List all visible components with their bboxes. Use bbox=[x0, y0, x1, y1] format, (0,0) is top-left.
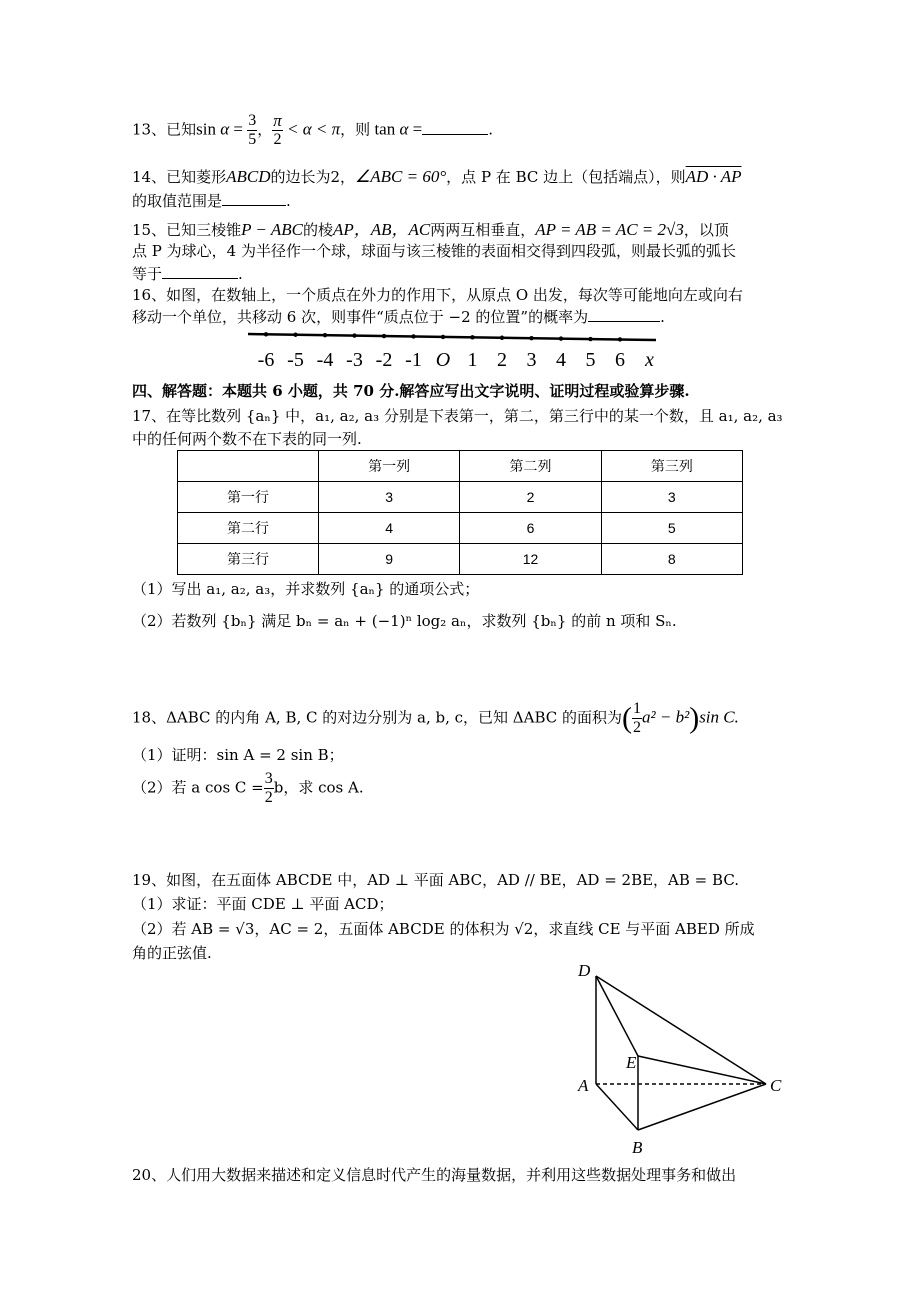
number-line-tick bbox=[411, 334, 415, 338]
table-cell: 3 bbox=[601, 482, 742, 513]
q16-line2: 移动一个单位，共移动 6 次，则事件“质点位于 −2 的位置”的概率为 . bbox=[132, 308, 665, 326]
q13-fraction: $\frac{3}{5}$ bbox=[248, 112, 257, 148]
number-line-label: 6 bbox=[615, 349, 625, 371]
table-cell: 第二行 bbox=[178, 513, 319, 544]
number-line-label: 3 bbox=[526, 349, 537, 371]
q18-part2: （2）若 a cos C = $\frac{3}{2}$ b，求 cos A. bbox=[132, 770, 364, 806]
q17-part2: （2）若数列 {bₙ} 满足 bₙ = aₙ + (−1)ⁿ log₂ aₙ，求数列 {bₙ} 的前 n 项和 Sₙ. bbox=[132, 612, 677, 630]
table-cell: 12 bbox=[460, 544, 601, 575]
q19-line1: 19、如图，在五面体 ABCDE 中，AD ⊥ 平面 ABC，AD // BE，AD = 2BE，AB = BC. bbox=[132, 871, 740, 889]
number-line-label: 1 bbox=[467, 349, 478, 371]
table-header: 第二列 bbox=[460, 451, 601, 482]
table-cell: 9 bbox=[319, 544, 460, 575]
number-line-label: -2 bbox=[375, 349, 393, 371]
q18-part1: （1）证明：sin A = 2 sin B； bbox=[132, 746, 344, 764]
q18-half-fraction: $\frac{1}{2}$ bbox=[633, 700, 642, 736]
q17-line2: 中的任何两个数不在下表的同一列. bbox=[132, 430, 362, 448]
table-cell: 3 bbox=[319, 482, 460, 513]
table-cell bbox=[178, 451, 319, 482]
q13-pi-fraction: $\frac{\pi}{2}$ bbox=[273, 111, 282, 148]
number-line-label: 5 bbox=[585, 349, 596, 371]
number-line-label: -4 bbox=[316, 349, 334, 371]
label-C: C bbox=[770, 1076, 782, 1095]
table-row bbox=[178, 482, 743, 513]
table-cell: 4 bbox=[319, 513, 460, 544]
number-line-tick bbox=[293, 333, 297, 337]
q14-line2: 的取值范围是 . bbox=[132, 192, 291, 210]
number-line-tick bbox=[441, 335, 445, 339]
label-A: A bbox=[578, 1076, 589, 1095]
table-cell: 8 bbox=[601, 544, 742, 575]
number-line-label: -1 bbox=[405, 349, 422, 371]
table-row bbox=[178, 544, 743, 575]
number-line-label: -3 bbox=[346, 349, 363, 371]
q20-line1: 20、人们用大数据来描述和定义信息时代产生的海量数据，并利用这些数据处理事务和做出 bbox=[132, 1166, 737, 1184]
q15-answer-blank bbox=[162, 278, 238, 279]
number-line-figure bbox=[244, 326, 674, 372]
q14-vector-product: AD · AP bbox=[685, 167, 742, 186]
q13: 13、已知sin α = $\frac{3}{5}$ ， $\frac{\pi}{2}$ < α < π，则 tan α = . bbox=[132, 111, 494, 148]
pentahedron-figure bbox=[570, 960, 800, 1160]
table-cell: 第三行 bbox=[178, 544, 319, 575]
table-cell: 5 bbox=[601, 513, 742, 544]
number-line-tick bbox=[264, 332, 268, 336]
section-4-title: 四、解答题：本题共 6 小题，共 70 分.解答应写出文字说明、证明过程或验算步骤. bbox=[132, 382, 690, 400]
q19-part1: （1）求证：平面 CDE ⊥ 平面 ACD； bbox=[132, 895, 394, 913]
number-line-label: O bbox=[435, 349, 451, 371]
q18-line1: 18、ΔABC 的内角 A, B, C 的对边分别为 a, b, c，已知 ΔABC 的面积为( $\frac{1}{2}$ a² − b²)sin C. bbox=[132, 700, 739, 736]
number-line-label: -6 bbox=[257, 349, 275, 371]
q16-answer-blank bbox=[588, 321, 660, 322]
q17-table bbox=[177, 450, 743, 575]
number-line-tick bbox=[529, 336, 533, 340]
q15-line3: 等于 . bbox=[132, 265, 243, 283]
number-line-tick bbox=[352, 333, 356, 337]
number-line-tick bbox=[618, 337, 622, 341]
table-header: 第一列 bbox=[319, 451, 460, 482]
number-line-label: -5 bbox=[287, 349, 304, 371]
q13-answer-blank bbox=[422, 134, 488, 135]
q18-fraction: $\frac{3}{2}$ bbox=[264, 770, 273, 806]
q19-part2: （2）若 AB = √3，AC = 2，五面体 ABCDE 的体积为 √2，求直线 CE 与平面 ABED 所成 bbox=[132, 920, 755, 938]
number-line-label: 4 bbox=[556, 349, 566, 371]
table-row bbox=[178, 513, 743, 544]
number-line-tick bbox=[323, 333, 327, 337]
table-header-row bbox=[178, 451, 743, 482]
q17-part1: （1）写出 a₁, a₂, a₃，并求数列 {aₙ} 的通项公式； bbox=[132, 580, 480, 598]
table-header: 第三列 bbox=[601, 451, 742, 482]
number-line-label: x bbox=[645, 349, 654, 371]
q15: 15、已知三棱锥P − ABC的棱AP，AB，AC两两互相垂直，AP = AB = AC = 2√3，以顶 bbox=[132, 220, 729, 239]
number-line-tick bbox=[382, 334, 386, 338]
number-line-tick bbox=[559, 336, 563, 340]
q14: 14、已知菱形ABCD的边长为2，∠ABC = 60°，点 P 在 BC 边上（包括端点），则AD · AP bbox=[132, 167, 742, 186]
q19-part2-cont: 角的正弦值. bbox=[132, 944, 212, 962]
number-line-tick bbox=[470, 335, 474, 339]
q17-line1: 17、在等比数列 {aₙ} 中，a₁, a₂, a₃ 分别是下表第一，第二，第三行中的某一个数，且 a₁, a₂, a₃ bbox=[132, 407, 783, 425]
q14-answer-blank bbox=[222, 205, 286, 206]
label-B: B bbox=[632, 1138, 643, 1157]
q16: 16、如图，在数轴上，一个质点在外力的作用下，从原点 O 出发，每次等可能地向左或向右 bbox=[132, 286, 743, 304]
label-D: D bbox=[578, 961, 591, 980]
table-cell: 第一行 bbox=[178, 482, 319, 513]
table-cell: 2 bbox=[460, 482, 601, 513]
number-line-tick bbox=[588, 337, 592, 341]
number-line-label: 2 bbox=[497, 349, 507, 371]
label-E: E bbox=[626, 1053, 637, 1072]
q15-line2: 点 P 为球心，4 为半径作一个球，球面与该三棱锥的表面相交得到四段弧，则最长弧的弧长 bbox=[132, 242, 736, 260]
table-cell: 6 bbox=[460, 513, 601, 544]
number-line-tick bbox=[500, 336, 504, 340]
